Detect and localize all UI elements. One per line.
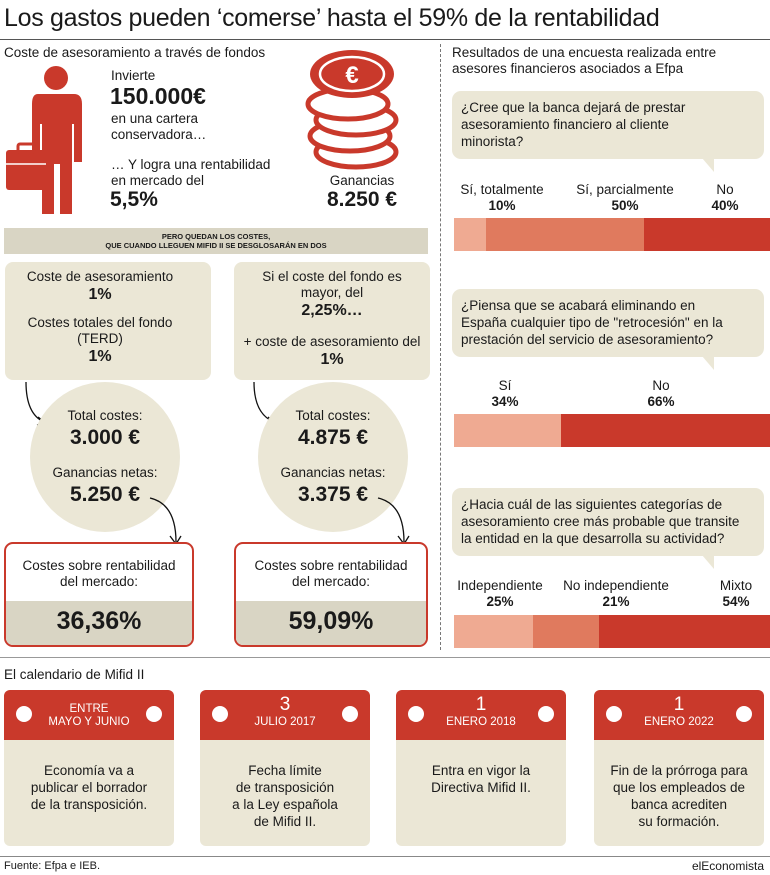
question-2-bar: [454, 414, 770, 447]
calendar-4-date: ENERO 2022: [644, 716, 714, 728]
bar-segment: [454, 414, 561, 447]
investor-icon: [2, 64, 102, 216]
q1-option-3-label: No: [716, 182, 734, 197]
case1-total-label: Total costes:: [67, 408, 143, 423]
bar-segment: [533, 615, 599, 648]
binder-ring: [212, 706, 228, 722]
page-title: Los gastos pueden ‘comerse’ hasta el 59% de la rentabilidad: [4, 4, 660, 32]
q2-option-2-label: No: [652, 378, 670, 393]
return-value: 5,5%: [110, 188, 158, 211]
calendar-2-text-line: Fecha límite: [248, 763, 322, 778]
calendar-1-text-line: Economía va a: [43, 763, 135, 778]
footer-rule: [0, 856, 770, 857]
question-2-tail: [702, 356, 714, 370]
calendar-2-text: [200, 762, 370, 830]
calendar-1-text-line: de la transposición.: [30, 797, 148, 812]
case1-result-value: 36,36%: [56, 607, 142, 635]
question-3-bubble: [452, 488, 764, 556]
calendar-2-day: 3: [279, 694, 291, 715]
question-1-line-1: ¿Cree que la banca dejará de prestar: [461, 100, 686, 115]
question-3-line-3: la entidad en la que desarrolla su actividad?: [461, 531, 725, 546]
calendar-card-3: [396, 690, 566, 846]
case2-result-label-2: del mercado:: [291, 574, 371, 589]
calendar-3-text-line: Directiva Mifid II.: [431, 780, 531, 795]
q3-option-3-label: Mixto: [719, 578, 753, 593]
calendar-4-text-line: su formación.: [638, 814, 720, 829]
calendar-4-text-line: Fin de la prórroga para: [610, 763, 748, 778]
binder-ring: [736, 706, 752, 722]
q1-option-1-label: Sí, totalmente: [460, 182, 544, 197]
binder-ring: [16, 706, 32, 722]
question-3-line-2: asesoramiento cree más probable que transite: [461, 514, 740, 529]
calendar-card-4: [594, 690, 764, 846]
binder-ring: [342, 706, 358, 722]
case2-result-label-1: Costes sobre rentabilidad: [254, 558, 408, 573]
case2-advice-label: + coste de asesoramiento del: [243, 334, 421, 349]
left-heading: Coste de asesoramiento a través de fondos: [4, 45, 266, 60]
case2-fund-value: 2,25%…: [301, 302, 363, 319]
case2-net-value: 3.375 €: [297, 483, 369, 506]
calendar-4-text-line: que los empleados de: [612, 780, 746, 795]
title-rule: [0, 39, 770, 40]
q3-option-3-value: 54%: [722, 594, 750, 609]
calendar-4-text: [594, 762, 764, 830]
calendar-heading: El calendario de Mifid II: [4, 667, 145, 682]
binder-ring: [606, 706, 622, 722]
calendar-3-text: [396, 762, 566, 796]
coins-icon: [302, 46, 402, 174]
bar-segment: [644, 218, 770, 251]
case1-net-label: Ganancias netas:: [52, 465, 158, 480]
calendar-3-date: ENERO 2018: [446, 716, 516, 728]
source-note: Fuente: Efpa e IEB.: [4, 860, 101, 872]
question-3-line-1: ¿Hacia cuál de las siguientes categorías de: [461, 497, 723, 512]
calendar-2-text-line: de Mifid II.: [253, 814, 317, 829]
calendar-3-day: 1: [475, 694, 487, 715]
costs-banner-line-1: PERO QUEDAN LOS COSTES,: [161, 232, 271, 241]
question-2-line-1: ¿Piensa que se acabará eliminando en: [461, 298, 696, 313]
calendar-card-1: [4, 690, 174, 846]
q2-option-2-value: 66%: [647, 394, 675, 409]
case1-result-label-2: del mercado:: [59, 574, 139, 589]
calendar-1-date: MAYO Y JUNIO: [48, 716, 130, 728]
calendar-3-text-line: Entra en vigor la: [431, 763, 531, 778]
calendar-2-date: JULIO 2017: [254, 716, 316, 728]
invest-desc-2: conservadora…: [111, 127, 207, 142]
column-divider: [440, 44, 441, 650]
gains-value: 8.250 €: [326, 188, 398, 211]
case1-net-value: 5.250 €: [69, 483, 141, 506]
question-1-tail: [702, 158, 714, 172]
binder-ring: [408, 706, 424, 722]
case1-advice-value: 1%: [88, 286, 112, 303]
return-desc-2: en mercado del: [111, 173, 205, 188]
q3-option-1-value: 25%: [486, 594, 514, 609]
calendar-card-4-header: [594, 690, 764, 740]
calendar-1-text-line: publicar el borrador: [30, 780, 148, 795]
question-1-line-2: asesoramiento financiero al cliente: [461, 117, 669, 132]
calendar-2-text-line: a la Ley española: [232, 797, 338, 812]
case1-fund-value: 1%: [88, 348, 112, 365]
invest-desc-1: en una cartera: [111, 111, 199, 126]
q3-option-2-label: No independiente: [563, 578, 669, 593]
q2-option-1-value: 34%: [491, 394, 519, 409]
calendar-2-text-line: de transposición: [235, 780, 335, 795]
question-1-line-3: minorista?: [461, 134, 524, 149]
case1-fund-label-2: (TERD): [77, 331, 123, 346]
q1-option-1-value: 10%: [488, 198, 516, 213]
question-3-bar: [454, 615, 770, 648]
costs-banner: [4, 228, 428, 254]
case2-total-label: Total costes:: [295, 408, 371, 423]
question-2-line-2: España cualquier tipo de "retrocesión" en la: [461, 315, 723, 330]
calendar-4-day: 1: [673, 694, 685, 715]
bar-segment: [486, 218, 644, 251]
return-desc-1: … Y logra una rentabilidad: [111, 157, 271, 172]
costs-banner-line-2: QUE CUANDO LLEGUEN MIFID II SE DESGLOSARÁN EN DOS: [105, 241, 327, 250]
q1-option-3-value: 40%: [711, 198, 739, 213]
bar-segment: [599, 615, 770, 648]
case2-advice-value: 1%: [320, 351, 344, 368]
calendar-4-text-line: banca acrediten: [630, 797, 728, 812]
case1-arrow-2: [148, 492, 188, 547]
calendar-1-day: ENTRE: [69, 703, 109, 715]
question-2-bubble: [452, 289, 764, 357]
invest-label: Invierte: [111, 68, 156, 83]
q3-option-2-value: 21%: [602, 594, 630, 609]
case2-total-value: 4.875 €: [297, 426, 369, 449]
calendar-card-3-header: [396, 690, 566, 740]
case1-advice-label: Coste de asesoramiento: [26, 269, 174, 284]
question-1-bar: [454, 218, 770, 251]
binder-ring: [538, 706, 554, 722]
calendar-1-text: [4, 762, 174, 813]
q3-option-1-label: Independiente: [457, 578, 543, 593]
survey-heading-1: Resultados de una encuesta realizada entre: [452, 45, 717, 60]
q1-option-2-value: 50%: [611, 198, 639, 213]
case2-fund-label-1: Si el coste del fondo es: [262, 269, 402, 284]
question-2-line-3: prestación del servicio de asesoramiento?: [461, 332, 714, 347]
gains-label: Ganancias: [329, 173, 395, 188]
calendar-card-1-header: [4, 690, 174, 740]
case1-total-value: 3.000 €: [69, 426, 141, 449]
calendar-rule: [0, 657, 770, 658]
case2-arrow-2: [376, 492, 416, 547]
calendar-card-2-header: [200, 690, 370, 740]
invest-amount: 150.000€: [110, 83, 206, 109]
question-1-bubble: [452, 91, 764, 159]
binder-ring: [146, 706, 162, 722]
case2-result-value: 59,09%: [288, 607, 374, 635]
calendar-card-2: [200, 690, 370, 846]
bar-segment: [561, 414, 770, 447]
question-3-tail: [702, 555, 714, 569]
case2-net-label: Ganancias netas:: [280, 465, 386, 480]
q2-option-1-label: Sí: [498, 378, 512, 393]
bar-segment: [454, 615, 533, 648]
bar-segment: [454, 218, 486, 251]
case1-result-label-1: Costes sobre rentabilidad: [22, 558, 176, 573]
case2-fund-label-2: mayor, del: [300, 285, 364, 300]
svg-text:€: €: [345, 62, 359, 89]
case1-fund-label-1: Costes totales del fondo: [27, 315, 173, 330]
survey-heading-2: asesores financieros asociados a Efpa: [452, 61, 684, 76]
brand-logo: elEconomista: [691, 859, 764, 873]
q1-option-2-label: Sí, parcialmente: [576, 182, 674, 197]
